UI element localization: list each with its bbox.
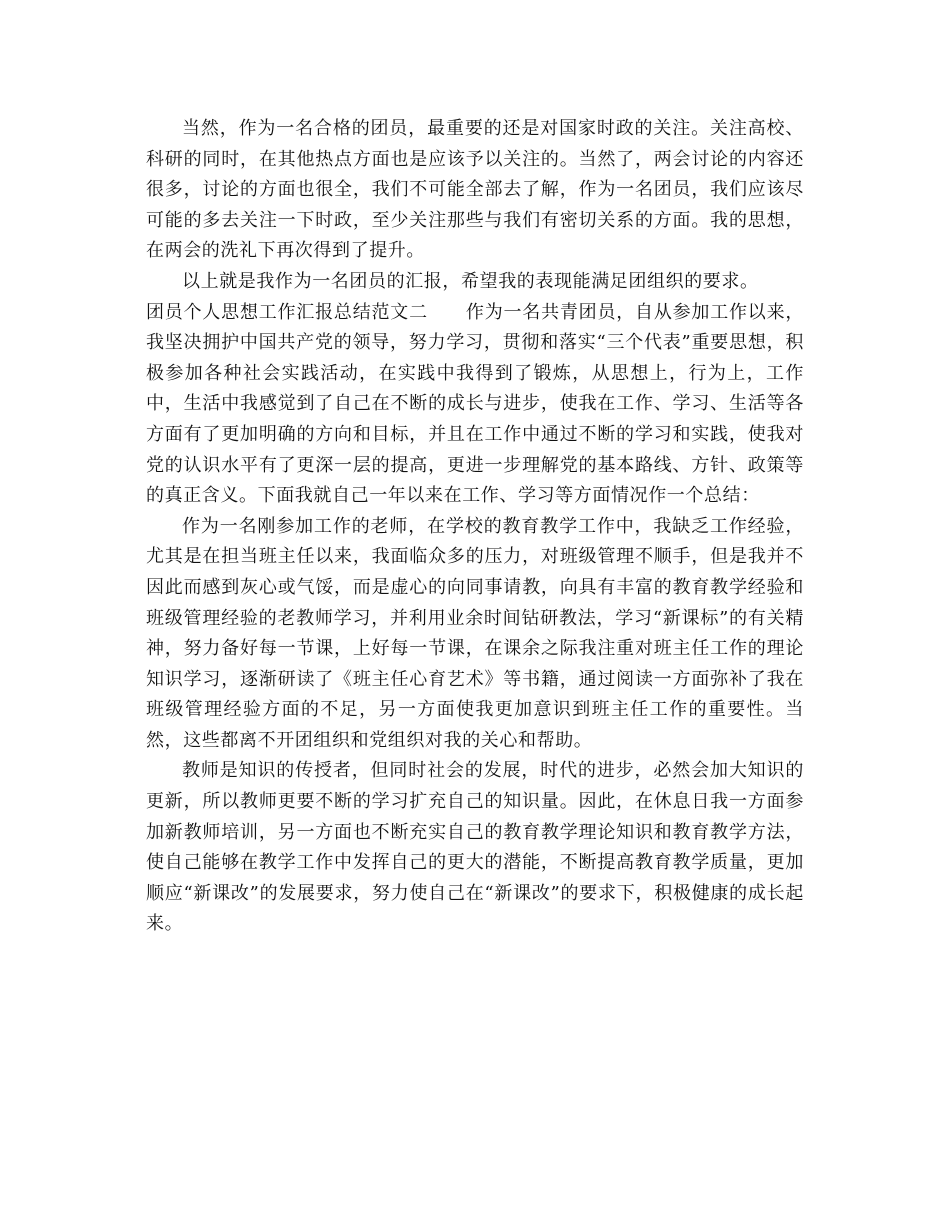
paragraph-4: 作为一名刚参加工作的老师，在学校的教育教学工作中，我缺乏工作经验，尤其是在担当班主任以来，我面临众多的压力，对班级管理不顺手，但是我并不因此而感到灰心或气馁，而是虚心的向同事请教，向具有丰富的教育教学经验和班级管理经验的老教师学习，并利用业余时间钻研教法，学习“新课标”的有关精神，努力备好每一节课，上好每一节课，在课余之际我注重对班主任工作的理论知识学习，逐渐研读了《班主任心育艺术》等书籍，通过阅读一方面弥补了我在班级管理经验方面的不足，另一方面使我更加意识到班主任工作的重要性。当然，这些都离不开团组织和党组织对我的关心和帮助。 xyxy=(146,515,804,751)
section-heading: 团员个人思想工作汇报总结范文二 xyxy=(146,301,428,323)
document-body xyxy=(146,114,804,940)
paragraph-3-text: 作为一名共青团员，自从参加工作以来，我坚决拥护中国共产党的领导，努力学习，贯彻和落实“三个代表”重要思想，积极参加各种社会实践活动，在实践中我得到了锻炼，从思想上，行为上，工作中，生活中我感觉到了自己在不断的成长与进步，使我在工作、学习、生活等各方面有了更加明确的方向和目标，并且在工作中通过不断的学习和实践，使我对党的认识水平有了更深一层的提高，更进一步理解党的基本路线、方针、政策等的真正含义。下面我就自己一年以来在工作、学习等方面情况作一个总结： xyxy=(146,301,804,507)
paragraph-3 xyxy=(146,298,804,512)
paragraph-2: 以上就是我作为一名团员的汇报，希望我的表现能满足团组织的要求。 xyxy=(182,270,759,292)
paragraph-5: 教师是知识的传授者，但同时社会的发展，时代的进步，必然会加大知识的更新，所以教师更要不断的学习扩充自己的知识量。因此，在休息日我一方面参加新教师培训，另一方面也不断充实自己的教育教学理论知识和教育教学方法，使自己能够在教学工作中发挥自己的更大的潜能，不断提高教育教学质量，更加顺应“新课改”的发展要求，努力使自己在“新课改”的要求下，积极健康的成长起来。 xyxy=(146,760,804,935)
paragraph-1: 当然，作为一名合格的团员，最重要的还是对国家时政的关注。关注高校、科研的同时，在其他热点方面也是应该予以关注的。当然了，两会讨论的内容还很多，讨论的方面也很全，我们不可能全部去了解，作为一名团员，我们应该尽可能的多去关注一下时政，至少关注那些与我们有密切关系的方面。我的思想，在两会的洗礼下再次得到了提升。 xyxy=(146,118,804,262)
